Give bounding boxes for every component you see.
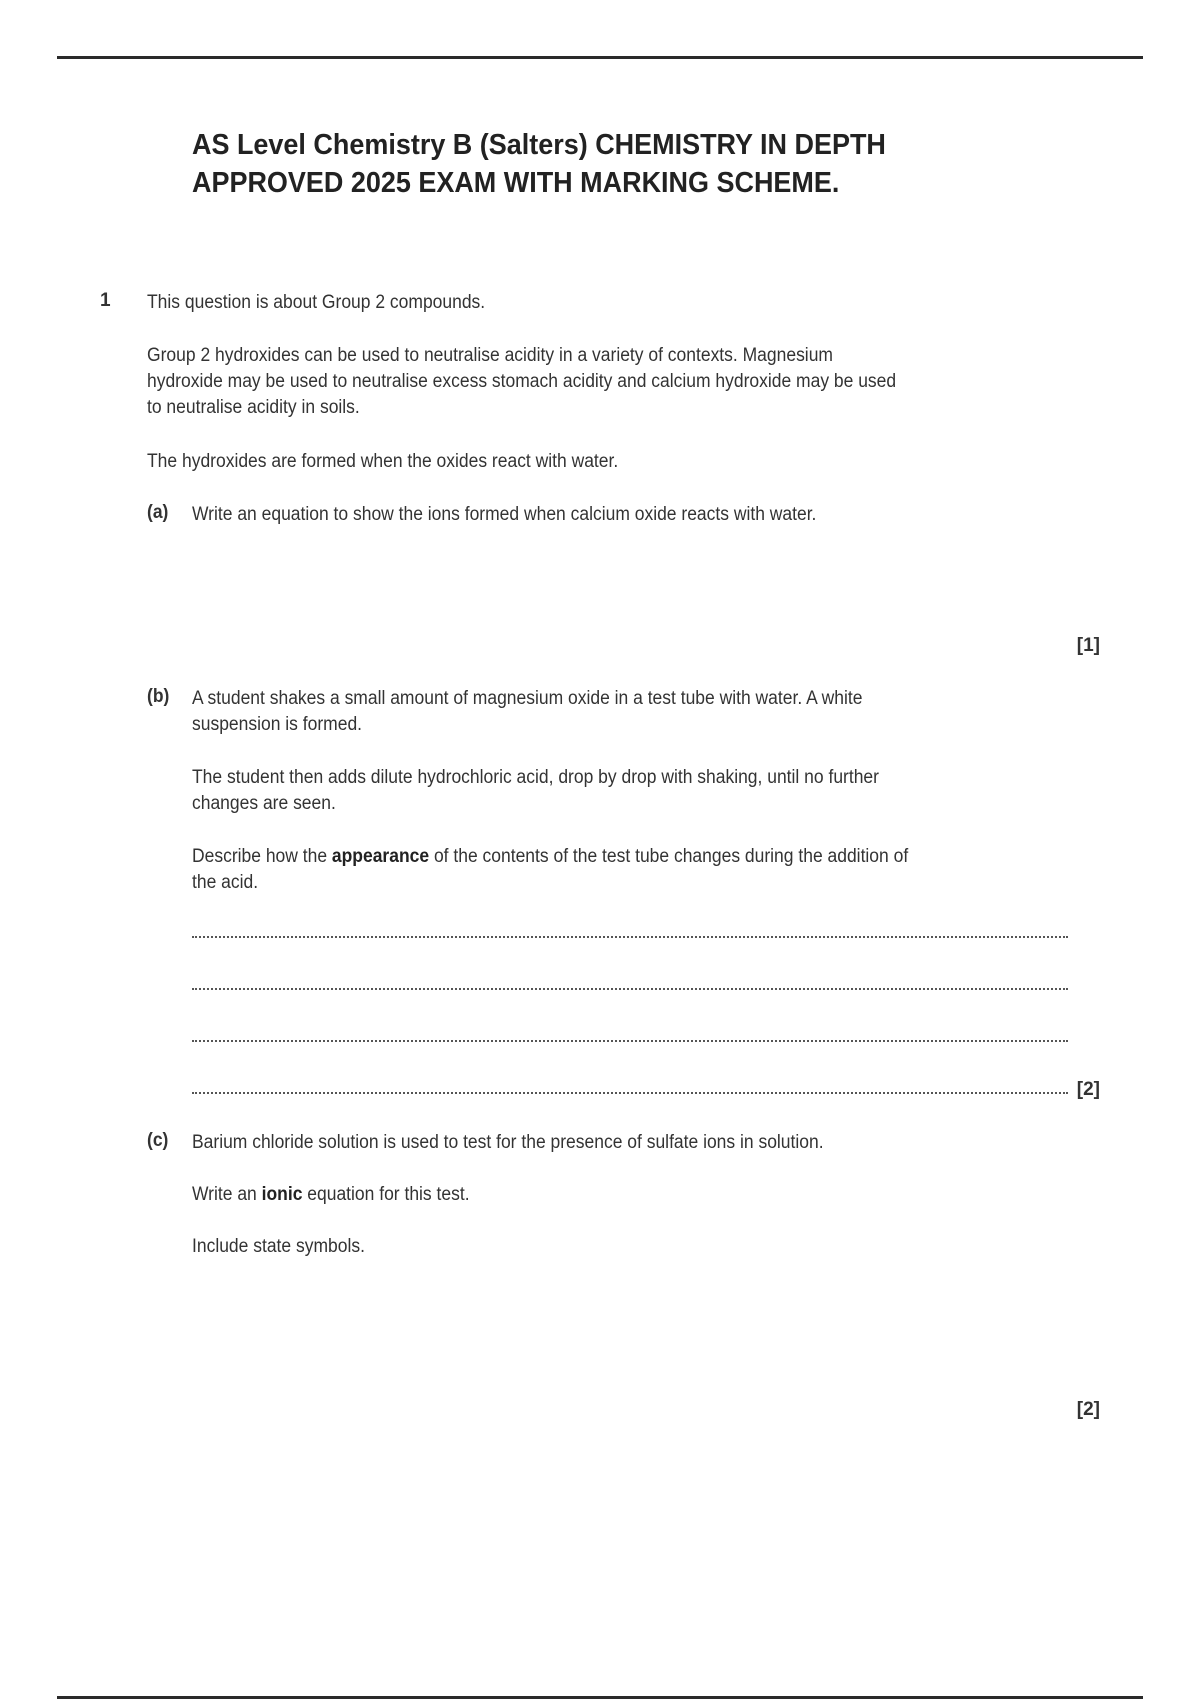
answer-line-3[interactable] [192,1040,1068,1042]
answer-line-1[interactable] [192,936,1068,938]
bottom-rule [57,1696,1143,1699]
part-a-label: (a) [147,502,169,523]
part-b-line-5-pre: Describe how the [192,846,332,867]
part-b-line-6: the acid. [192,872,259,893]
formation-text: The hydroxides are formed when the oxides react with water. [147,451,619,472]
part-c-line-1: Barium chloride solution is used to test for the presence of sulfate ions in solution. [192,1132,824,1153]
part-b-line-5-post: of the contents of the test tube changes during the addition of [429,846,909,867]
question-number: 1 [100,290,111,311]
part-a-answer-area[interactable] [192,540,1068,630]
document-title [192,126,1029,202]
title-line-1: AS Level Chemistry B (Salters) CHEMISTRY IN DEPTH [192,129,886,161]
part-c-answer-area[interactable] [192,1275,1068,1395]
context-line-1: Group 2 hydroxides can be used to neutralise acidity in a variety of contexts. Magnesium [147,345,833,366]
part-b-line-5 [192,844,908,870]
part-b-line-2: suspension is formed. [192,714,363,735]
answer-line-2[interactable] [192,988,1068,990]
part-c-line-3: Include state symbols. [192,1236,365,1257]
part-b-marks: [2] [1076,1079,1100,1100]
part-b-line-4: changes are seen. [192,793,336,814]
part-a-marks: [1] [1076,635,1100,656]
title-line-2: APPROVED 2025 EXAM WITH MARKING SCHEME. [192,167,840,199]
part-c-emphasis: ionic [261,1184,303,1205]
question-intro: This question is about Group 2 compounds. [147,292,486,313]
part-b-label: (b) [147,686,170,707]
answer-line-4[interactable] [192,1092,1068,1094]
part-c-label: (c) [147,1130,169,1151]
part-a-text: Write an equation to show the ions formed when calcium oxide reacts with water. [192,504,817,525]
part-c-marks: [2] [1076,1399,1100,1420]
part-c-line-2-pre: Write an [192,1184,262,1205]
context-line-3: to neutralise acidity in soils. [147,397,360,418]
part-c-line-2 [192,1182,470,1208]
part-b-line-1: A student shakes a small amount of magnesium oxide in a test tube with water. A white [192,688,863,709]
part-c-line-2-post: equation for this test. [302,1184,470,1205]
part-b-emphasis: appearance [331,846,430,867]
part-b-line-3: The student then adds dilute hydrochloric acid, drop by drop with shaking, until no further [192,767,879,788]
context-line-2: hydroxide may be used to neutralise excess stomach acidity and calcium hydroxide may be used [147,371,897,392]
top-rule [57,56,1143,59]
